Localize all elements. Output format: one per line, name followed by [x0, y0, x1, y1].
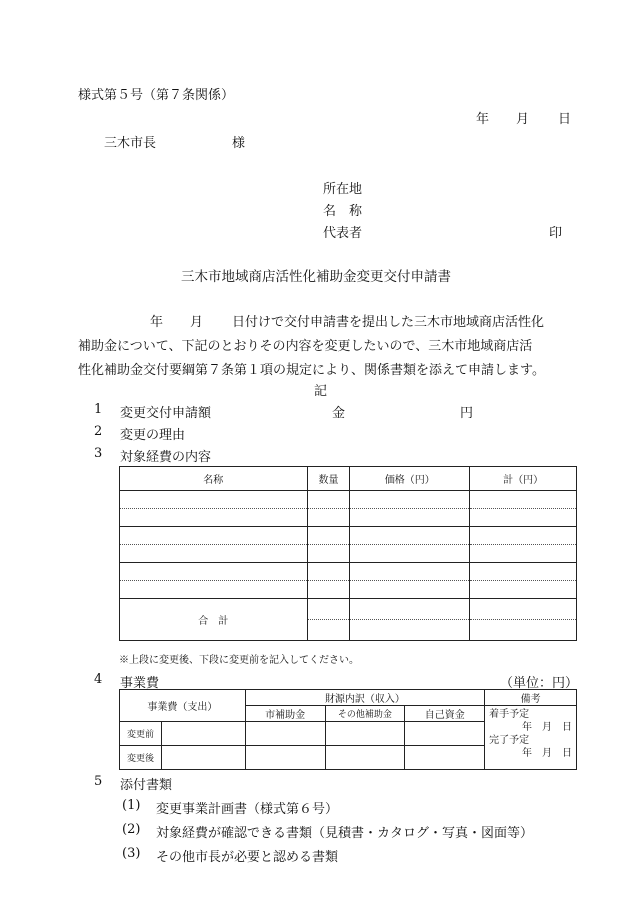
end-label: 完了予定	[489, 735, 530, 746]
col-price: 価格（円）	[350, 467, 470, 491]
col-name: 名称	[120, 467, 308, 491]
attachment-3-text: その他市長が必要と認める書類	[156, 850, 339, 865]
item5-label: 添付書類	[120, 778, 173, 793]
item4-label: 事業費	[120, 676, 160, 691]
table-row	[120, 563, 577, 581]
representative-label: 代表者	[323, 226, 363, 241]
attachment-2-text: 対象経費が確認できる書類（見積書・カタログ・写真・図面等）	[156, 826, 534, 841]
date-month: 月	[516, 112, 530, 127]
source-own-funds: 自己資金	[405, 706, 485, 722]
cost-table-note: ※上段に変更後、下段に変更前を記入してください。	[119, 655, 359, 666]
row-before-label: 変更前	[120, 722, 162, 746]
source-other-subsidy: その他補助金	[325, 706, 405, 722]
cost-table-header	[120, 467, 577, 491]
col-total: 計（円）	[470, 467, 577, 491]
seal-mark: 印	[549, 226, 563, 241]
row-after-label: 変更後	[120, 746, 162, 770]
attachment-1-text: 変更事業計画書（様式第６号）	[156, 802, 339, 817]
item1-yen: 円	[460, 406, 474, 421]
body-line1: 日付けで交付申請書を提出した三木市地域商店活性化	[232, 315, 545, 330]
expense-header: 事業費（支出）	[120, 690, 246, 722]
body-year: 年	[150, 315, 164, 330]
total-row	[120, 599, 577, 620]
table-row	[120, 491, 577, 509]
col-qty: 数量	[307, 467, 350, 491]
ki-heading: 記	[314, 384, 328, 399]
cost-table	[119, 466, 577, 641]
remarks-header: 備考	[485, 690, 577, 706]
item4-unit: （単位：円）	[500, 676, 579, 691]
date-year: 年	[476, 112, 490, 127]
document-title: 三木市地域商店活性化補助金変更交付申請書	[181, 269, 451, 285]
date-day: 日	[558, 112, 572, 127]
source-city-subsidy: 市補助金	[245, 706, 325, 722]
address-label: 所在地	[323, 182, 363, 197]
table-row	[120, 527, 577, 545]
item2-number: 2	[94, 424, 103, 439]
end-ymd: 年 月 日	[522, 748, 572, 759]
item3-label: 対象経費の内容	[120, 450, 212, 465]
item4-number: 4	[94, 672, 103, 687]
table-row	[120, 509, 577, 527]
form-number: 様式第５号（第７条関係）	[78, 88, 235, 103]
budget-table	[119, 689, 577, 770]
attachment-2-number: (2)	[122, 822, 141, 837]
honorific: 様	[232, 136, 246, 151]
item3-number: 3	[94, 446, 103, 461]
table-row	[120, 581, 577, 599]
name-label: 名 称	[323, 204, 363, 219]
item5-number: 5	[94, 774, 103, 789]
item1-label: 変更交付申請額	[120, 406, 212, 421]
body-month: 月	[190, 315, 204, 330]
remarks-cell	[485, 706, 577, 770]
start-ymd: 年 月 日	[522, 722, 572, 733]
total-label: 合 計	[120, 599, 308, 641]
start-label: 着手予定	[489, 709, 530, 720]
addressee: 三木市長	[104, 136, 157, 151]
table-row	[120, 545, 577, 563]
attachment-3-number: (3)	[122, 846, 141, 861]
body-line2: 補助金について、下記のとおりその内容を変更したいので、三木市地域商店活	[78, 339, 533, 354]
body-line3: 性化補助金交付要綱第７条第１項の規定により、関係書類を添えて申請します。	[78, 363, 545, 378]
source-header: 財源内訳（収入）	[245, 690, 484, 706]
item2-label: 変更の理由	[120, 428, 186, 443]
item1-kin: 金	[332, 406, 346, 421]
attachment-1-number: (1)	[122, 798, 141, 813]
item1-number: 1	[94, 402, 103, 417]
